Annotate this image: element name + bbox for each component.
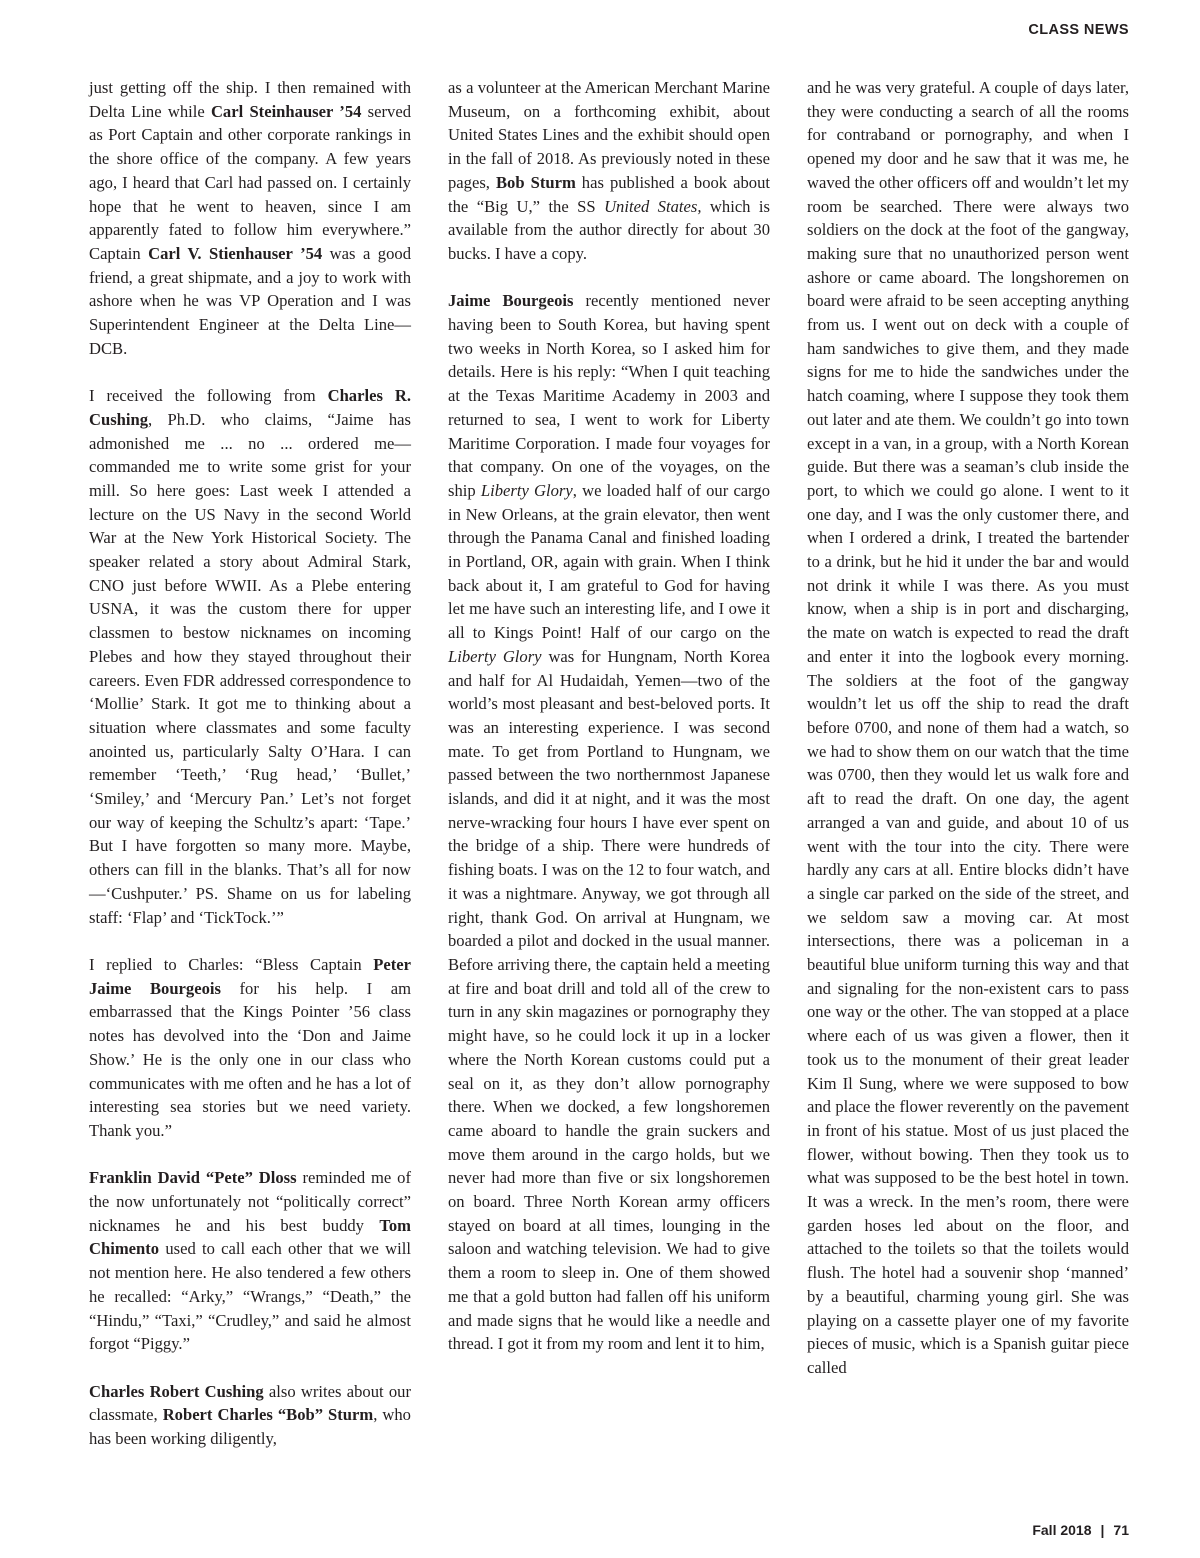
name-highlight: Jaime Bourgeois — [448, 291, 574, 311]
paragraph — [89, 76, 411, 360]
paragraph — [807, 76, 1129, 1380]
name-highlight: Charles Robert Cushing — [89, 1381, 264, 1401]
italic-title: United States, — [604, 196, 702, 216]
italic-title: Liberty Glory — [448, 646, 542, 666]
text-run: , we loaded half of our cargo in New Orleans, at the grain elevator, then went through the Panama Canal and finished loading in Portland, OR, again with grain. When I think back about it, I am grateful to God for having let me have such an interesting life, and I owe it all to Kings Point! Half of our cargo on the — [448, 480, 770, 643]
page-footer — [1032, 1522, 1129, 1538]
paragraph — [448, 289, 770, 1356]
name-highlight: Carl V. Stienhauser ’54 — [148, 243, 323, 263]
text-run: reminded me of the now unfortunately not “politically correct” nicknames he and his best buddy — [89, 1168, 411, 1235]
text-run: for his help. I am embarrassed that the Kings Pointer ’56 class notes has devolved into the ‘Don and Jaime Show.’ He is the only one in our class who communicates with me often and he has a lot of interesting sea stories but we need variety. Thank you.” — [89, 978, 411, 1140]
text-run: was for Hungnam, North Korea and half for Al Hudaidah, Yemen—two of the world’s most pleasant and best-beloved ports. It was an interesting experience. I was second mate. To get from Portland to Hungnam, we passed between the two northernmost Japanese islands, and did it at night, and it was the most nerve-wracking four hours I have ever spent on the bridge of a ship. There were hundreds of fishing boats. I was on the 12 to four watch, and it was a nightmare. Anyway, we got through all right, thank God. On arrival at Hungnam, we boarded a pilot and docked in the usual manner. Before arriving there, the captain held a meeting at fire and boat drill and told all of the crew to turn in any skin magazines or pornography they might have, so he could lock it up in a locker where the North Korean customs could put a seal on it, as they don’t allow pornography there. When we docked, a few longshoremen came aboard to handle the grain suckers and move them around in the cargo holds, but we never had more than five or six longshoremen on board. Three North Korean army officers stayed on board at all times, lounging in the saloon and watching television. We had to give them a room to sleep in. One of them showed me that a gold button had fallen off his uniform and made signs that he would like a needle and thread. I got it from my room and lent it to him, — [448, 646, 770, 1354]
paragraph — [89, 1166, 411, 1356]
paragraph — [89, 384, 411, 929]
italic-title: Liberty Glory — [480, 480, 573, 500]
page-number: 71 — [1113, 1522, 1129, 1538]
issue-label: Fall 2018 — [1032, 1522, 1092, 1538]
text-run: recently mentioned never having been to South Korea, but having spent two weeks in North Korea, so I asked him for details. Here is his reply: “When I quit teaching at the Texas Maritime Academy in 2003 and returned to sea, I went to work for Liberty Maritime Corporation. I made four voyages for that company. On one of the voyages, on the ship — [448, 291, 770, 500]
section-label: CLASS NEWS — [1028, 22, 1129, 38]
name-highlight: Tom Chimento — [89, 1215, 411, 1259]
name-highlight: Bob Sturm — [495, 172, 576, 192]
column-3 — [807, 76, 1129, 1380]
paragraph — [89, 953, 411, 1143]
name-highlight: Peter Jaime Bourgeois — [89, 954, 411, 998]
paragraph — [89, 1380, 411, 1451]
text-run: served as Port Captain and other corporate rankings in the shore office of the company. A few years ago, I heard that Carl had passed on. I certainly hope that he went to heaven, since I am apparently fated to follow him everywhere.” Captain — [89, 101, 411, 263]
text-run: , who has been working diligently, — [89, 1405, 411, 1449]
text-run: used to call each other that we will not mention here. He also tendered a few others he recalled: “Arky,” “Wrangs,” “Death,” the “Hindu,” “Taxi,” “Crudley,” and said he almost forgot “Piggy.” — [89, 1239, 411, 1354]
footer-separator: | — [1100, 1522, 1105, 1538]
paragraph — [448, 76, 770, 266]
column-1 — [89, 76, 411, 1451]
text-run: has published a book about the “Big U,” the SS — [448, 172, 770, 216]
text-run: , Ph.D. who claims, “Jaime has admonished me ... no ... ordered me—commanded me to write some grist for your mill. So here goes: Last week I attended a lecture on the US Navy in the second World War at the New York Historical Society. The speaker related a story about Admiral Stark, CNO just before WWII. As a Plebe entering USNA, it was the custom there for upper classmen to bestow nicknames on incoming Plebes and how they stayed throughout their careers. Even FDR addressed correspondence to ‘Mollie’ Stark. It got me to thinking about a situation where classmates and some faculty anointed us, particularly Salty O’Hara. I can remember ‘Teeth,’ ‘Rug head,’ ‘Bullet,’ ‘Smiley,’ and ‘Mercury Pan.’ Let’s not forget our way of keeping the Schultz’s apart: ‘Tape.’ But I have forgotten so many more. Maybe, others can fill in the blanks. That’s all for now—‘Cushputer.’ PS. Shame on us for labeling staff: ‘Flap’ and ‘TickTock.’” — [89, 409, 411, 927]
text-run: and he was very grateful. A couple of days later, they were conducting a search of all the rooms for contraband or pornography, and when I opened my door and he saw that it was me, he waved the other officers off and wouldn’t let my room be searched. There were always two soldiers on the dock at the foot of the gangway, making sure that no unauthorized person went ashore or came aboard. The longshoremen on board were afraid to be seen accepting anything from us. I went out on deck with a couple of ham sandwiches to give them, and they made signs for me to hide the sandwiches under the hatch coaming, where I suppose they took them out later and ate them. We couldn’t go into town except in a van, in a group, with a North Korean guide. But there was a seaman’s club inside the port, to which we could go alone. I went to it one day, and I was the only customer there, and when I ordered a drink, I treated the bartender to a drink, but he hid it under the bar and would not drink it while I was there. As you must know, when a ship is in port and discharging, the mate on watch is expected to read the draft and enter it into the logbook every morning. The soldiers at the foot of the gangway wouldn’t let us off the ship to read the draft before 0700, and none of them had a watch, so we had to show them on our watch that the time was 0700, then they would let us walk fore and aft to read the draft. On one day, the agent arranged a van and guide, and about 10 of us went with the tour into the city. There were hardly any cars at all. Entire blocks didn’t have a single car parked on the side of the street, and we seldom saw a moving car. At most intersections, there was a policeman in a beautiful blue uniform turning this way and that and signaling for the non-existent cars to pass one way or the other. The van stopped at a place where each of us was given a flower, then it took us to the monument of their great leader Kim Il Sung, where we were supposed to bow and place the flower reverently on the pavement in front of his statue. Most of us just placed the flower, without bowing. Then they took us to what was supposed to be the best hotel in town. It was a wreck. In the men’s room, there were garden hoses led about on the floor, and attached to the toilets so that the toilets would flush. The hotel had a souvenir shop ‘manned’ by a beautiful, charming young girl. She was playing on a cassette player one of my favorite pieces of music, which is a Spanish guitar piece called — [807, 78, 1129, 1377]
column-2 — [448, 76, 770, 1356]
name-highlight: Franklin David “Pete” Dloss — [89, 1168, 297, 1188]
name-highlight: Charles R. Cushing — [89, 386, 411, 429]
name-highlight: Robert Charles “Bob” Sturm — [162, 1405, 374, 1425]
text-run: just getting off the ship. I then remained with Delta Line while — [89, 78, 411, 121]
text-run: as a volunteer at the American Merchant Marine Museum, on a forthcoming exhibit, about United States Lines and the exhibit should open in the fall of 2018. As previously noted in these pages, — [448, 78, 770, 192]
text-run: I replied to Charles: “Bless Captain — [89, 954, 374, 974]
text-run: was a good friend, a great shipmate, and a joy to work with ashore when he was VP Operation and I was Superintendent Engineer at the Delta Line—DCB. — [89, 243, 411, 358]
name-highlight: Carl Steinhauser ’54 — [210, 101, 362, 121]
text-run: I received the following from — [89, 386, 328, 406]
text-run: also writes about our classmate, — [89, 1381, 411, 1425]
text-run: which is available from the author directly for about 30 bucks. I have a copy. — [448, 196, 770, 263]
